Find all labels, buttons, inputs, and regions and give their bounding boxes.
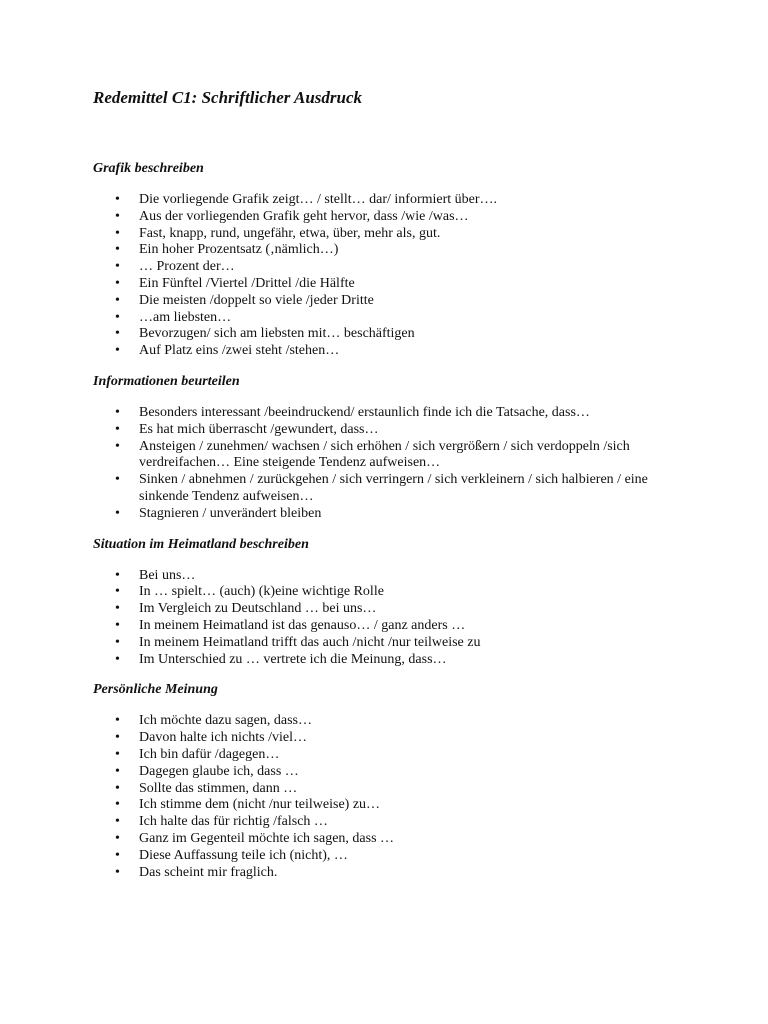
list-item: • Auf Platz eins /zwei steht /stehen… (93, 343, 693, 360)
list-item: • In meinem Heimatland trifft das auch /nicht /nur teilweise zu (93, 635, 693, 652)
list-item: • Ich bin dafür /dagegen… (93, 747, 693, 764)
list-item: • Sollte das stimmen, dann … (93, 781, 693, 798)
bullet-list-situation-im-heimatland (93, 568, 693, 669)
section-heading-grafik-beschreiben: Grafik beschreiben (93, 161, 204, 176)
list-item: • Es hat mich überrascht /gewundert, dass… (93, 422, 693, 439)
section-heading-persoenliche-meinung: Persönliche Meinung (93, 682, 218, 698)
list-item: • Ich möchte dazu sagen, dass… (93, 713, 693, 730)
list-item: • Besonders interessant /beeindruckend/ erstaunlich finde ich die Tatsache, dass… (93, 405, 693, 422)
section-heading-situation-im-heimatland: Situation im Heimatland beschreiben (93, 536, 309, 552)
list-item: • Im Vergleich zu Deutschland … bei uns… (93, 601, 693, 618)
list-item: • Dagegen glaube ich, dass … (93, 764, 693, 781)
list-item: • Fast, knapp, rund, ungefähr, etwa, über, mehr als, gut. (93, 226, 693, 243)
section-heading-informationen-beurteilen: Informationen beurteilen (93, 373, 240, 389)
list-item: • Ganz im Gegenteil möchte ich sagen, dass … (93, 831, 693, 848)
list-item: • Ich halte das für richtig /falsch … (93, 814, 693, 831)
list-item: • Sinken / abnehmen / zurückgehen / sich verringern / sich verkleinern / sich halbieren / eine sinkende Tendenz aufweisen… (93, 472, 693, 506)
bullet-list-informationen-beurteilen (93, 405, 693, 523)
list-item: • Bei uns… (93, 568, 693, 585)
list-item: • Aus der vorliegenden Grafik geht hervor, dass /wie /was… (93, 209, 693, 226)
list-item: • Diese Auffassung teile ich (nicht), … (93, 848, 693, 865)
list-item: • Die meisten /doppelt so viele /jeder Dritte (93, 293, 693, 310)
list-item: • Ich stimme dem (nicht /nur teilweise) zu… (93, 797, 693, 814)
list-item: • Ein Fünftel /Viertel /Drittel /die Hälfte (93, 276, 693, 293)
bullet-list-grafik-beschreiben (93, 192, 693, 360)
list-item: • Ansteigen / zunehmen/ wachsen / sich erhöhen / sich vergrößern / sich verdoppeln /sich verdreifachen… Eine steigende Tendenz aufweisen… (93, 439, 693, 473)
list-item: • … Prozent der… (93, 259, 693, 276)
list-item: • Das scheint mir fraglich. (93, 865, 693, 882)
list-item: • Im Unterschied zu … vertrete ich die Meinung, dass… (93, 652, 693, 669)
list-item: • …am liebsten… (93, 310, 693, 327)
list-item: • In … spielt… (auch) (k)eine wichtige Rolle (93, 584, 693, 601)
bullet-list-persoenliche-meinung (93, 713, 693, 881)
list-item: • Davon halte ich nichts /viel… (93, 730, 693, 747)
list-item: • Die vorliegende Grafik zeigt… / stellt… dar/ informiert über…. (93, 192, 693, 209)
list-item: • Bevorzugen/ sich am liebsten mit… beschäftigen (93, 326, 693, 343)
list-item: • Ein hoher Prozentsatz (‚nämlich…) (93, 242, 693, 259)
document-page (93, 88, 693, 881)
document-title: Redemittel C1: Schriftlicher Ausdruck (93, 88, 363, 107)
list-item: • In meinem Heimatland ist das genauso… / ganz anders … (93, 618, 693, 635)
list-item: • Stagnieren / unverändert bleiben (93, 506, 693, 523)
